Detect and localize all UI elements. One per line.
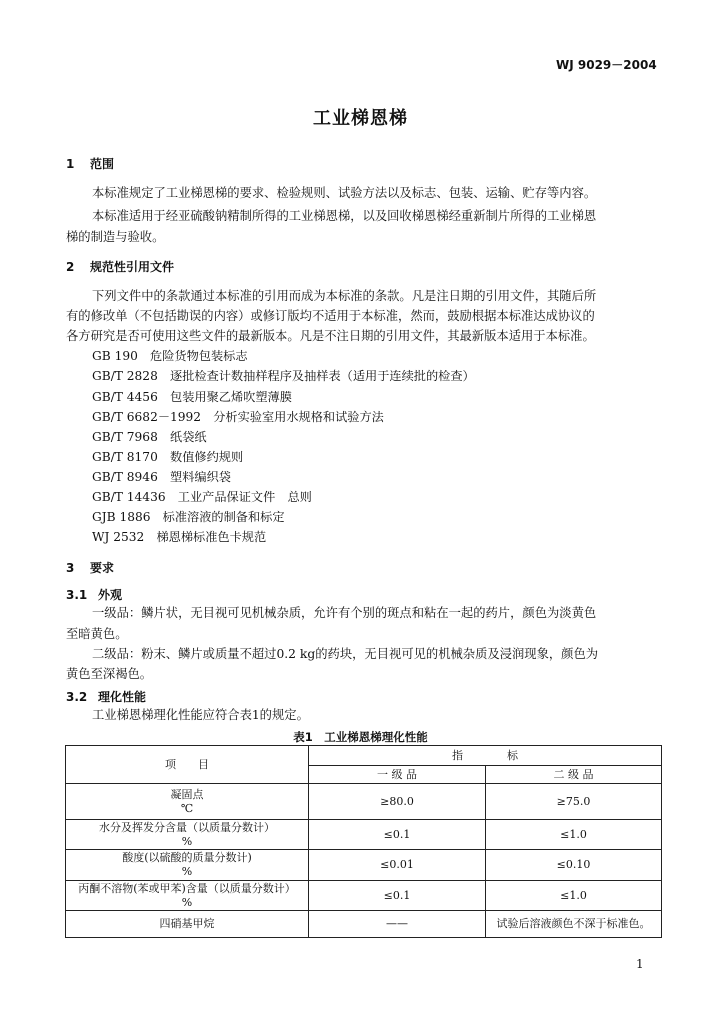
- row-grade-2: ≤1.0: [486, 820, 662, 850]
- reference-item: GB 190 危险货物包装标志: [92, 349, 248, 363]
- paragraph-line: 本标准适用于经亚硫酸钠精制所得的工业梯恩梯，以及回收梯恩梯经重新制片所得的工业梯恩: [92, 209, 597, 223]
- paragraph-line: 梯的制造与验收。: [66, 230, 165, 244]
- header-grade-2: 二 级 品: [486, 766, 662, 784]
- row-item-cell: [66, 784, 309, 820]
- document-title: 工业梯恩梯: [313, 108, 408, 129]
- table-row: [66, 850, 662, 881]
- row-grade-2: ≤0.10: [486, 850, 662, 881]
- reference-item: GB/T 7968 纸袋纸: [92, 430, 207, 444]
- section-title: 范围: [90, 157, 115, 171]
- subsection-3-2-heading: [66, 688, 146, 705]
- reference-item: WJ 2532 梯恩梯标准色卡规范: [92, 530, 267, 544]
- row-unit: %: [181, 865, 193, 878]
- row-unit: %: [181, 834, 193, 848]
- row-grade-2: 试验后溶液颜色不深于标准色。: [486, 911, 662, 938]
- row-grade-1: ——: [309, 911, 486, 938]
- reference-item: GB/T 14436 工业产品保证文件 总则: [92, 490, 312, 504]
- reference-item: GB/T 8170 数值修约规则: [92, 450, 244, 464]
- paragraph-line: 至暗黄色。: [66, 627, 128, 641]
- header-grade-1: 一 级 品: [309, 766, 486, 784]
- standard-number: WJ 9029－2004: [556, 58, 657, 72]
- row-item-cell: [66, 850, 309, 881]
- subsection-number: 3.1: [66, 588, 88, 602]
- row-grade-1: ≥80.0: [309, 784, 486, 820]
- row-item: 水分及挥发分含量（以质量分数计）: [99, 820, 275, 834]
- table-caption: 表1 工业梯恩梯理化性能: [293, 730, 428, 744]
- section-number: 3: [66, 561, 75, 575]
- section-number: 2: [66, 260, 75, 274]
- row-item-cell: [66, 881, 309, 911]
- section-title: 规范性引用文件: [90, 260, 175, 274]
- table-row: [66, 911, 662, 938]
- row-item: 四硝基甲烷: [66, 911, 309, 938]
- paragraph-line: 黄色至深褐色。: [66, 667, 153, 681]
- page-number: 1: [636, 957, 644, 971]
- properties-table: [65, 745, 662, 938]
- row-grade-2: ≤1.0: [486, 881, 662, 911]
- paragraph-line: 本标准规定了工业梯恩梯的要求、检验规则、试验方法以及标志、包装、运输、贮存等内容。: [92, 186, 597, 200]
- reference-item: GB/T 2828 逐批检查计数抽样程序及抽样表（适用于连续批的检查）: [92, 369, 475, 383]
- section-3-heading: [66, 559, 114, 576]
- row-unit: %: [181, 895, 193, 909]
- row-item: 凝固点: [170, 787, 204, 801]
- header-item: 项 目: [66, 746, 309, 784]
- table-row: [66, 881, 662, 911]
- section-number: 1: [66, 157, 75, 171]
- paragraph-line: 一级品：鳞片状，无目视可见机械杂质，允许有个别的斑点和粘在一起的药片，颜色为淡黄色: [92, 606, 597, 620]
- paragraph-line: 各方研究是否可使用这些文件的最新版本。凡是不注日期的引用文件，其最新版本适用于本标准。: [66, 329, 595, 343]
- section-2-heading: [66, 258, 174, 275]
- section-1-heading: [66, 155, 114, 172]
- paragraph-line: 有的修改单（不包括勘误的内容）或修订版均不适用于本标准，然而，鼓励根据本标准达成协议的: [66, 309, 595, 323]
- subsection-3-1-heading: [66, 586, 122, 603]
- row-grade-1: ≤0.1: [309, 881, 486, 911]
- section-title: 要求: [90, 561, 115, 575]
- subsection-number: 3.2: [66, 690, 88, 704]
- paragraph-line: 下列文件中的条款通过本标准的引用而成为本标准的条款。凡是注日期的引用文件，其随后所: [92, 289, 597, 303]
- reference-item: GB/T 8946 塑料编织袋: [92, 470, 231, 484]
- table-row: [66, 820, 662, 850]
- reference-item: GJB 1886 标准溶液的制备和标定: [92, 510, 285, 524]
- row-unit: ℃: [180, 801, 194, 815]
- row-item: 丙酮不溶物(苯或甲苯)含量（以质量分数计）: [78, 881, 296, 895]
- row-grade-2: ≥75.0: [486, 784, 662, 820]
- paragraph-line: 二级品：粉末、鳞片或质量不超过0.2 kg的药块，无目视可见的机械杂质及浸润现象，颜色为: [92, 647, 599, 661]
- subsection-title: 外观: [98, 588, 123, 602]
- reference-item: GB/T 4456 包装用聚乙烯吹塑薄膜: [92, 390, 292, 404]
- subsection-title: 理化性能: [98, 690, 147, 704]
- paragraph-line: 工业梯恩梯理化性能应符合表1的规定。: [92, 708, 309, 722]
- table-row: [66, 784, 662, 820]
- header-index: 指 标: [309, 746, 662, 766]
- row-item-cell: [66, 820, 309, 850]
- reference-item: GB/T 6682－1992 分析实验室用水规格和试验方法: [92, 410, 384, 424]
- row-grade-1: ≤0.01: [309, 850, 486, 881]
- row-item: 酸度(以硫酸的质量分数计): [122, 851, 252, 864]
- row-grade-1: ≤0.1: [309, 820, 486, 850]
